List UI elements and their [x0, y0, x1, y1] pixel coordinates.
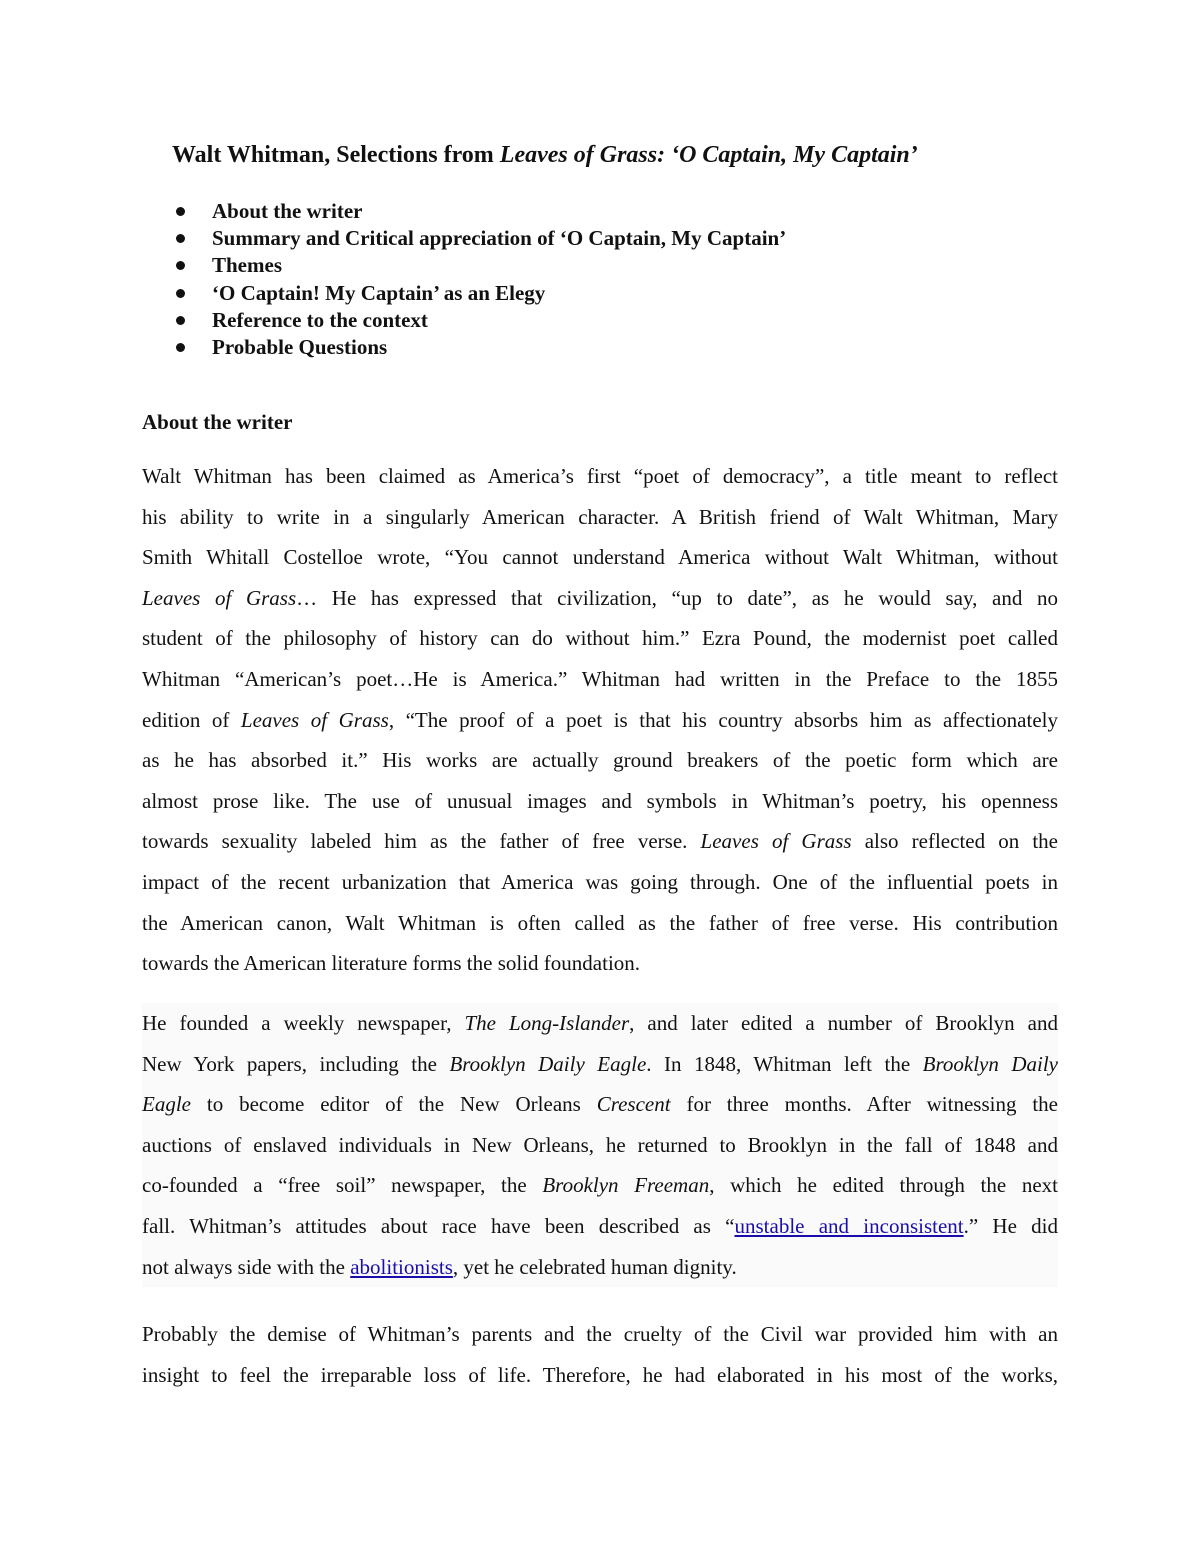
italic-title: Eagle [142, 1092, 191, 1117]
abolitionists-link[interactable]: abolitionists [350, 1254, 453, 1279]
text-run: , “The proof of a poet is that his country absorbs him as affectionately [388, 707, 1058, 732]
text-run: , and later edited a number of Brooklyn and [629, 1011, 1058, 1035]
list-item-label: Themes [212, 253, 282, 278]
text-run: for three months. After witnessing the [670, 1092, 1058, 1117]
text-run: co-founded a “free soil” newspaper, the [142, 1173, 543, 1198]
text-line [142, 1003, 1058, 1044]
text-run: . In 1848, Whitman left the [646, 1051, 923, 1076]
italic-title: The Long-Islander [464, 1011, 630, 1035]
text-line: the American canon, Walt Whitman is often called as the father of free verse. His contribution [142, 910, 1058, 935]
list-item-label: About the writer [212, 199, 363, 223]
document-title [172, 142, 918, 169]
text-run: , yet he celebrated human dignity. [452, 1254, 737, 1279]
list-item [174, 198, 786, 225]
italic-title: Leaves of Grass [700, 829, 852, 854]
text-run: New York papers, including the [142, 1051, 450, 1076]
text-run: … He has expressed that civilization, “up to date”, as he would say, and no [296, 585, 1058, 610]
bullet-icon [176, 207, 185, 216]
bullet-icon [176, 343, 185, 352]
text-run: .” He did [963, 1213, 1058, 1238]
bullet-icon [176, 289, 185, 298]
italic-title: Brooklyn Freeman [542, 1173, 710, 1198]
text-line [142, 1247, 1058, 1288]
text-line: student of the philosophy of history can do without him.” Ezra Pound, the modernist poet called [142, 626, 1058, 651]
topics-list [174, 198, 786, 361]
text-line: insight to feel the irreparable loss of life. Therefore, he had elaborated in his most of the works, [142, 1362, 1058, 1387]
text-line [142, 578, 1058, 619]
list-item-label: Probable Questions [212, 334, 388, 359]
list-item [174, 225, 786, 252]
text-line: Whitman “American’s poet…He is America.” Whitman had written in the Preface to the 1855 [142, 666, 1058, 691]
text-line [142, 1206, 1058, 1247]
title-italic-text: Leaves of Grass: ‘O Captain, My Captain’ [499, 142, 918, 168]
bullet-icon [176, 261, 185, 270]
title-text: Walt Whitman, Selections from [172, 142, 500, 168]
text-line: impact of the recent urbanization that America was going through. One of the influential poets in [142, 869, 1058, 894]
list-item [174, 334, 786, 361]
text-line: auctions of enslaved individuals in New Orleans, he returned to Brooklyn in the fall of 1848 and [142, 1132, 1058, 1157]
text-line: as he has absorbed it.” His works are actually ground breakers of the poetic form which are [142, 748, 1058, 773]
text-run: He founded a weekly newspaper, [142, 1011, 465, 1035]
text-line [142, 700, 1058, 741]
italic-title: Crescent [596, 1092, 671, 1117]
text-line: his ability to write in a singularly American character. A British friend of Walt Whitman, Mary [142, 504, 1058, 529]
text-line [142, 1044, 1058, 1085]
list-item-label: Reference to the context [212, 307, 428, 332]
list-item-label: Summary and Critical appreciation of ‘O Captain, My Captain’ [212, 226, 787, 251]
text-run: to become editor of the New Orleans [190, 1092, 597, 1117]
list-item-label: ‘O Captain! My Captain’ as an Elegy [212, 280, 546, 305]
text-run: towards sexuality labeled him as the father of free verse. [142, 829, 701, 854]
section-heading: About the writer [142, 410, 293, 434]
text-line: Smith Whitall Costelloe wrote, “You cannot understand America without Walt Whitman, without [142, 545, 1058, 570]
italic-title: Brooklyn Daily Eagle [449, 1051, 647, 1076]
text-line: Walt Whitman has been claimed as America’s first “poet of democracy”, a title meant to reflect [142, 464, 1058, 488]
italic-title: Leaves of Grass [240, 707, 389, 732]
text-run: edition of [142, 707, 241, 732]
text-line [142, 821, 1058, 862]
italic-title: Leaves of Grass [142, 585, 297, 610]
list-item [174, 252, 786, 279]
text-line: almost prose like. The use of unusual images and symbols in Whitman’s poetry, his openness [142, 788, 1058, 813]
text-run: not always side with the [142, 1254, 351, 1279]
text-line: Probably the demise of Whitman’s parents and the cruelty of the Civil war provided him with an [142, 1322, 1058, 1346]
paragraph-newspapers [142, 1003, 1058, 1287]
list-item [174, 280, 786, 307]
text-line: towards the American literature forms the solid foundation. [142, 951, 641, 976]
unstable-and-inconsistent-link[interactable]: unstable and inconsistent [734, 1213, 964, 1238]
bullet-icon [176, 316, 185, 325]
text-run: fall. Whitman’s attitudes about race have been described as “ [142, 1213, 735, 1238]
text-line [142, 1084, 1058, 1125]
bullet-icon [176, 234, 185, 243]
list-item [174, 307, 786, 334]
paragraph-civil-war [142, 1314, 1058, 1395]
italic-title: Brooklyn Daily [922, 1051, 1059, 1076]
text-run: , which he edited through the next [709, 1173, 1058, 1198]
text-line [142, 1165, 1058, 1206]
paragraph-about-writer [142, 456, 1058, 984]
text-run: also reflected on the [851, 829, 1058, 854]
